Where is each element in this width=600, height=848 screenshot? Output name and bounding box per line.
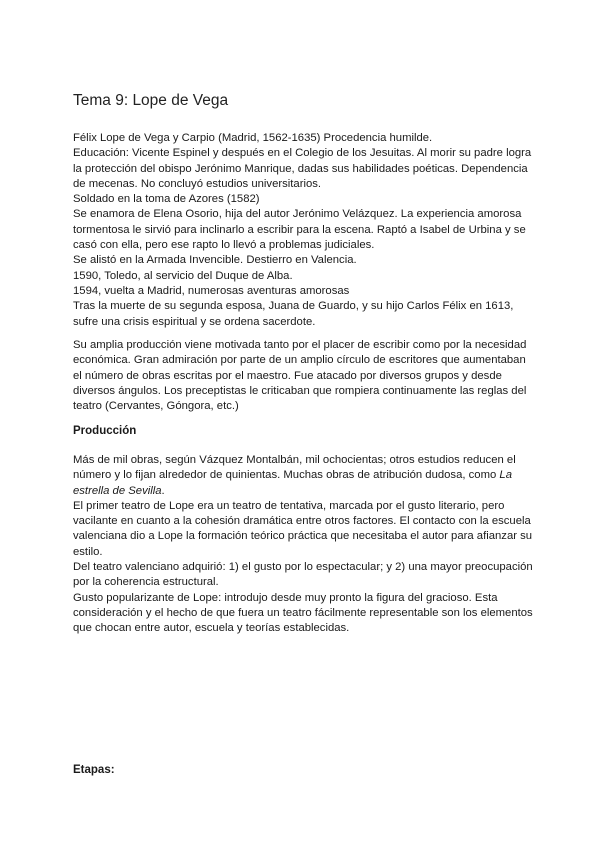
bio-line: Félix Lope de Vega y Carpio (Madrid, 1562-1635) Procedencia humilde. <box>73 132 433 144</box>
intro-paragraph-section <box>73 338 533 414</box>
bio-line: Educación: Vicente Espinel y después en el Colegio de los Jesuitas. Al morir su padre logra la protección del obispo Jerónimo Manrique, dadas sus habilidades poéticas. Dependencia de mecenas. No concluyó estudios universitarios. <box>73 147 532 190</box>
intro-paragraph: Su amplia producción viene motivada tanto por el placer de escribir como por la necesidad económica. Gran admiración por parte de un amplio círculo de escritores que aumentaban el número de obras escritas por el maestro. Fue atacado por diversos grupos y desde diversos ángulos. Los preceptistas le criticaban que rompiera continuamente las reglas del teatro (Cervantes, Góngora, etc.) <box>73 339 527 413</box>
produccion-text: Más de mil obras, según Vázquez Montalbán, mil ochocientas; otros estudios reducen el número y lo fijan alrededor de quinientas. Muchas obras de atribución dudosa, como <box>73 454 516 482</box>
page-title: Tema 9: Lope de Vega <box>73 92 229 109</box>
produccion-paragraph: Gusto popularizante de Lope: introdujo desde muy pronto la figura del gracioso. Esta consideración y el hecho de que fuera un teatro fácilmente representable son los elementos que chocan entre autor, escuela y teorías establecidas. <box>73 591 533 635</box>
bio-line: 1590, Toledo, al servicio del Duque de Alba. <box>73 269 293 282</box>
bio-line: Tras la muerte de su segunda esposa, Juana de Guardo, y su hijo Carlos Félix en 1613, sufre una crisis espiritual y se ordena sacerdote. <box>73 300 514 328</box>
work-title-italic: La estrella de Sevilla <box>73 469 512 497</box>
bio-line: 1594, vuelta a Madrid, numerosas aventuras amorosas <box>73 284 350 297</box>
produccion-paragraph: Del teatro valenciano adquirió: 1) el gusto por lo espectacular; y 2) una mayor preocupación por la coherencia estructural. <box>73 561 533 589</box>
produccion-paragraph: El primer teatro de Lope era un teatro de tentativa, marcada por el gusto literario, pero vacilante en cuanto a la cohesión dramática entre otros factores. El contacto con la escuela valenciana dio a Lope la formación teórico práctica que necesitaba el autor para afianzar su estilo. <box>73 499 533 558</box>
bio-line: Se enamora de Elena Osorio, hija del autor Jerónimo Velázquez. La experiencia amorosa tormentosa le sirvió para inclinarlo a escribir para la escena. Raptó a Isabel de Urbina y se casó con ella, pero ese rapto lo llevó a problemas judiciales. <box>73 208 526 252</box>
produccion-text-end: . <box>161 484 165 497</box>
biography-section <box>73 131 533 330</box>
produccion-heading: Producción <box>73 425 137 437</box>
produccion-section <box>73 453 533 637</box>
etapas-heading: Etapas: <box>73 764 115 776</box>
bio-line: Soldado en la toma de Azores (1582) <box>73 193 260 206</box>
bio-line: Se alistó en la Armada Invencible. Destierro en Valencia. <box>73 254 357 267</box>
produccion-paragraph <box>73 453 533 499</box>
